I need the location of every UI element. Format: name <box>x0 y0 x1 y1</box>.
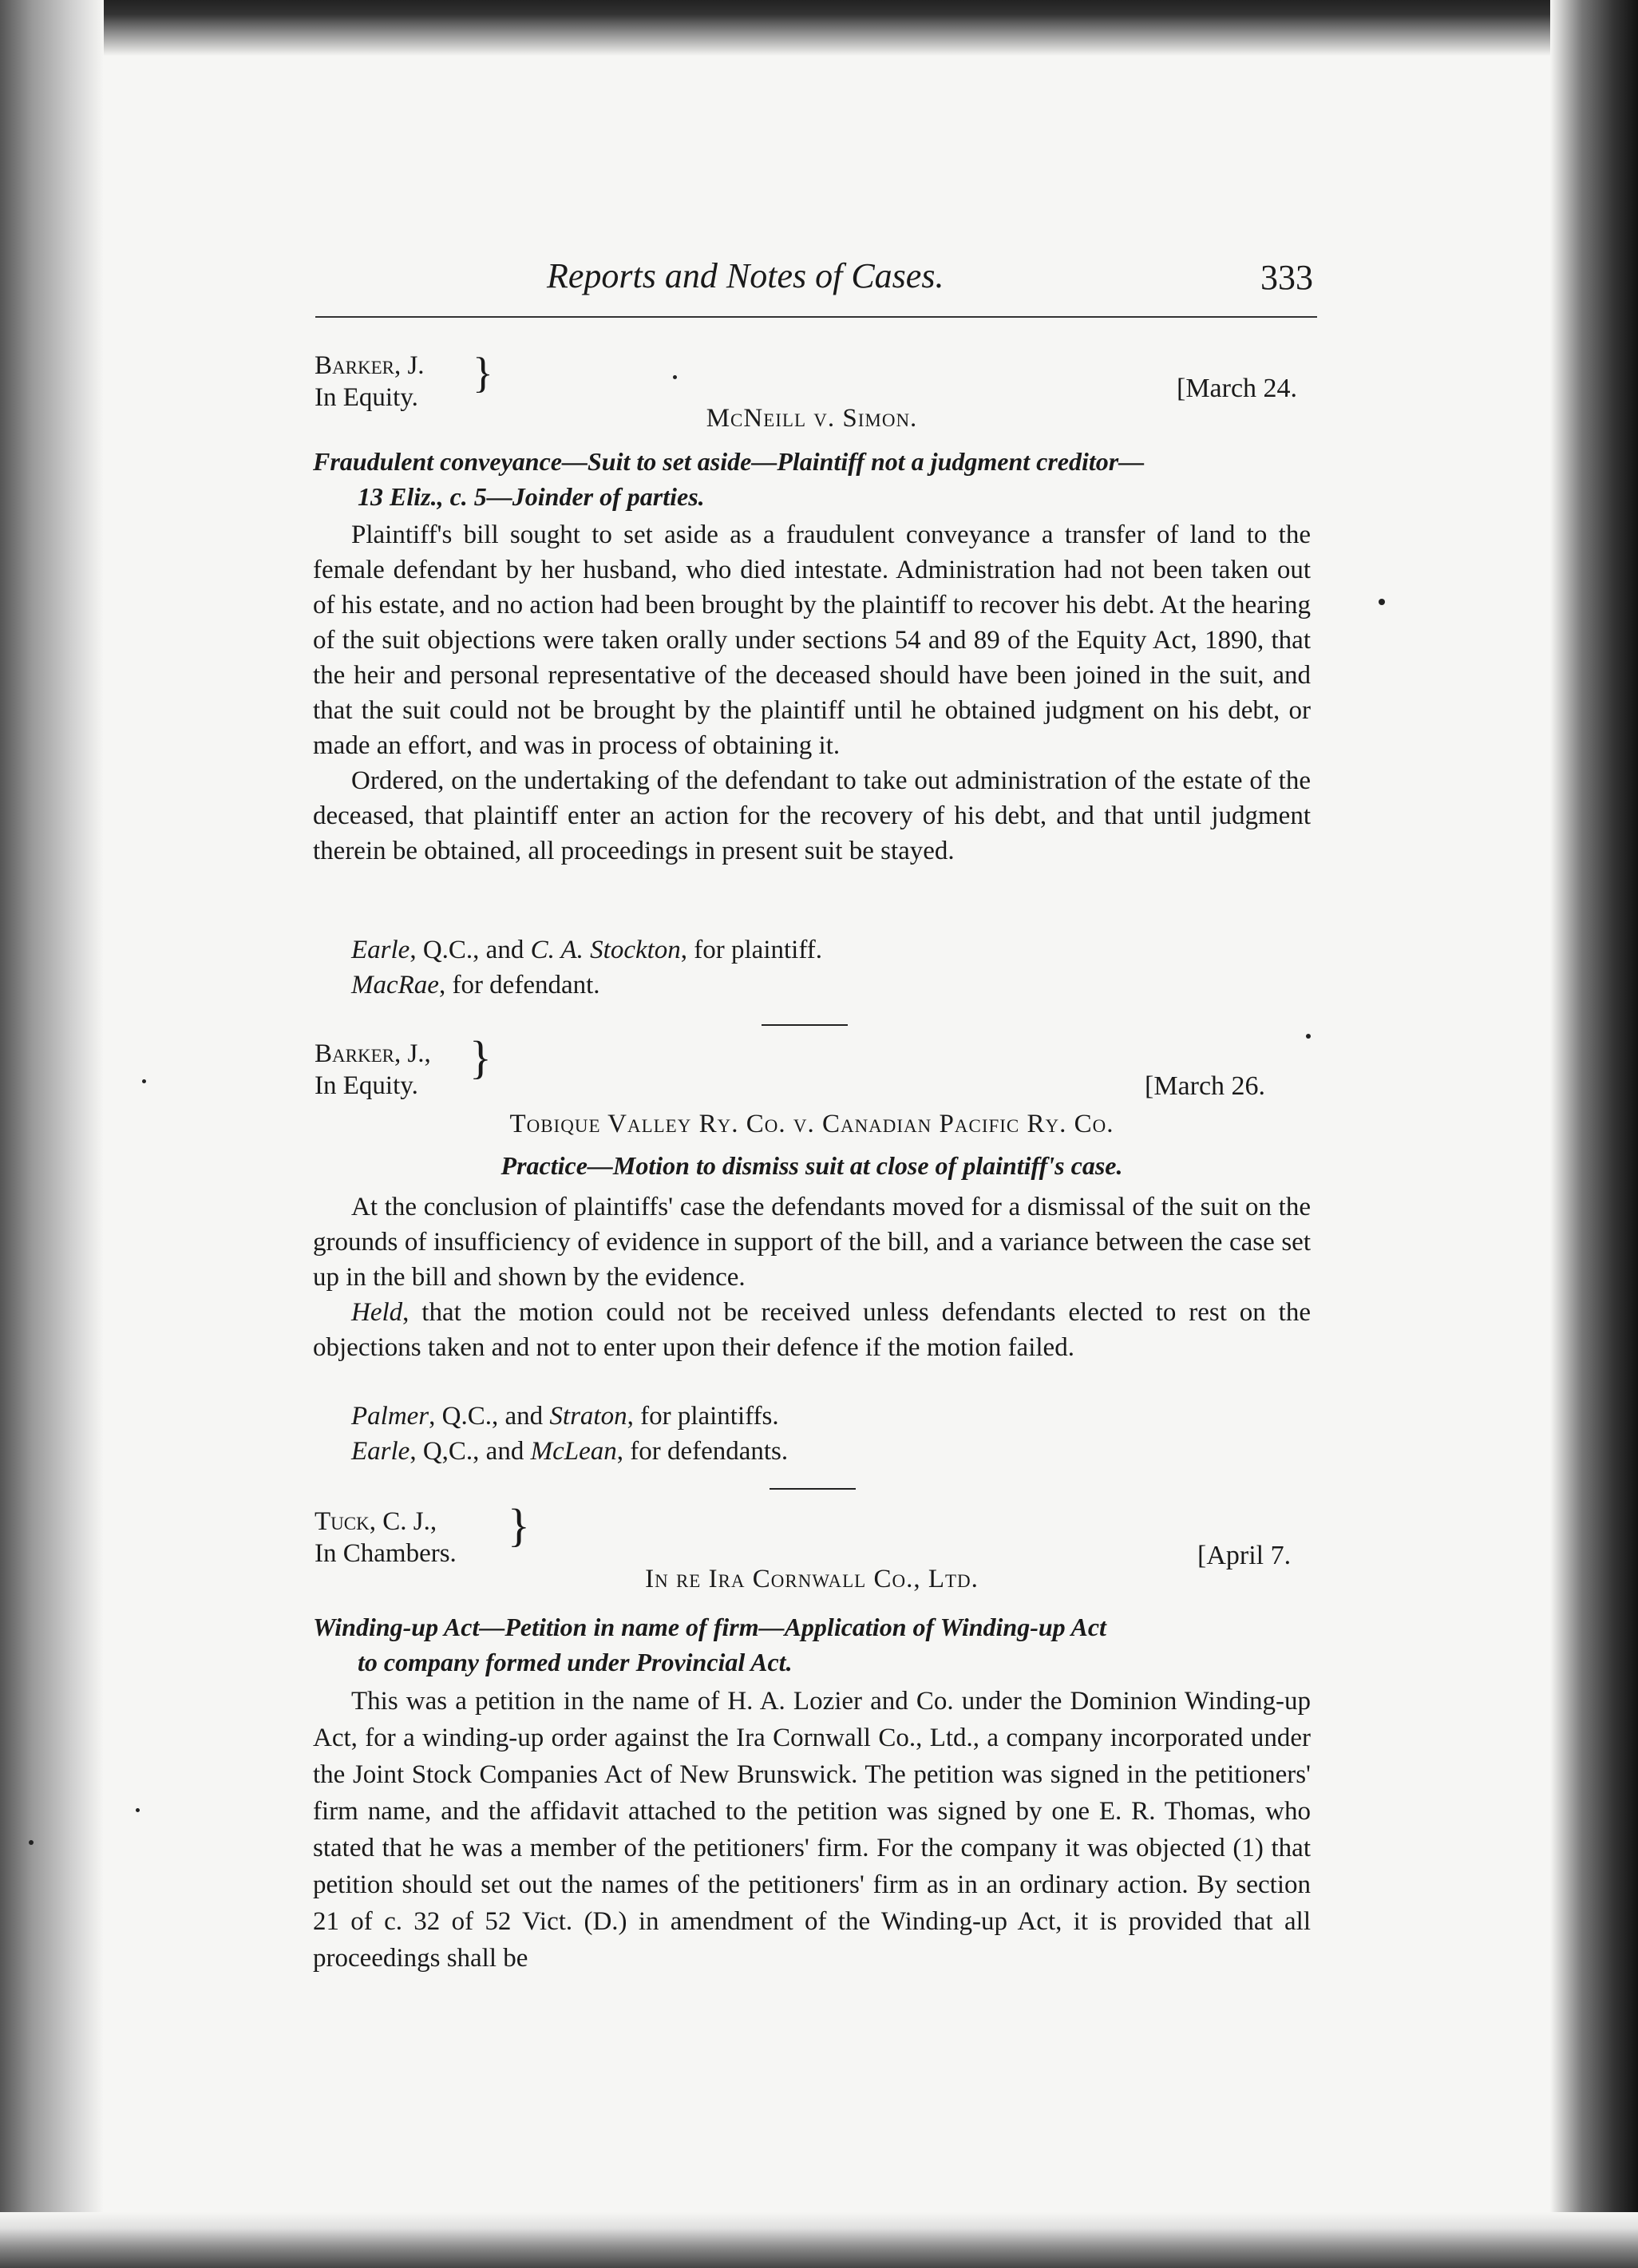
case-1-counsel-defendant <box>351 968 600 1003</box>
case-3-headnote <box>313 1609 1311 1680</box>
case-2-held: Held <box>351 1298 403 1327</box>
margin-mark <box>1379 599 1385 605</box>
case-3-headnote-line1: Winding-up Act—Petition in name of firm—Application of Winding-up Act <box>313 1613 1106 1641</box>
case-1-counsel-text: , for defendant. <box>438 971 600 999</box>
speck <box>673 375 677 379</box>
case-2-counsel-text: , for defendants. <box>616 1437 789 1466</box>
case-2-counsel-text: , Q,C., and <box>410 1437 531 1466</box>
case-2-counsel-name: McLean <box>530 1437 617 1466</box>
case-1-para-1: Plaintiff's bill sought to set aside as a fraudulent conveyance a transfer of land to the female defendant by her husband, who died intestate. Administration had not been taken out of his estate, and no action had been brought by the plaintiff to recover his debt. At the hearing of the suit objections were taken orally under sections 54 and 89 of the Equity Act, 1890, that the heir and personal representative of the deceased should have been joined in the suit, and that the suit could not be brought by the plaintiff until he obtained judgment on his debt, or made an effort, and was in process of obtaining it. <box>313 520 1311 760</box>
case-3-judge <box>315 1506 457 1569</box>
case-separator <box>762 1024 848 1026</box>
case-1-counsel-text: , for plaintiff. <box>680 936 822 964</box>
case-1-court: In Equity. <box>315 383 418 412</box>
case-1-counsel-plaintiff <box>351 932 822 968</box>
case-2-title: Tobique Valley Ry. Co. v. Canadian Pacific Ry. Co. <box>509 1110 1114 1138</box>
case-2-counsel-name: Earle <box>351 1437 410 1466</box>
case-2-counsel-plaintiff <box>351 1399 779 1434</box>
case-2-date: [March 26. <box>1145 1071 1266 1101</box>
case-2-counsel-text: , for plaintiffs. <box>627 1402 779 1431</box>
speck <box>142 1079 146 1083</box>
case-3-court: In Chambers. <box>315 1539 457 1568</box>
case-1-counsel-text: , Q.C., and <box>410 936 531 964</box>
case-1-body <box>313 517 1311 869</box>
case-2-counsel-name: Straton <box>549 1402 627 1431</box>
case-1-para-2: Ordered, on the undertaking of the defendant to take out administration of the estate of the deceased, that plaintiff enter an action for the recovery of his debt, and that until judgment therein be obtained, all proceedings in present suit be stayed. <box>313 766 1311 865</box>
case-2-counsel-name: Palmer <box>351 1402 429 1431</box>
header-rule <box>315 316 1317 318</box>
case-2-brace: } <box>469 1031 492 1083</box>
case-2-counsel-defendant <box>351 1434 788 1469</box>
case-2-court: In Equity. <box>315 1071 418 1100</box>
case-2-para-2 <box>313 1295 1311 1365</box>
speck <box>1306 1034 1311 1039</box>
case-3-date: [April 7. <box>1197 1541 1292 1570</box>
case-3-para-1: This was a petition in the name of H. A. Lozier and Co. under the Dominion Winding-up Act, for a winding-up order against the Ira Cornwall Co., Ltd., a company incorporated under the Joint Stock Companies Act of New Brunswick. The petition was signed in the petitioners' firm name, and the affidavit attached to the petition was signed by one E. R. Thomas, who stated that he was a member of the petitioners' firm. For the company it was objected (1) that petition should set out the names of the petitioners' firm as in an ordinary action. By section 21 of c. 32 of 52 Vict. (D.) in amendment of the Winding-up Act, it is provided that all proceedings shall be <box>313 1687 1311 1973</box>
case-1-brace: } <box>473 349 493 397</box>
case-1-counsel-name: C. A. Stockton <box>530 936 681 964</box>
case-1-date: [March 24. <box>1177 374 1298 403</box>
case-1-counsel-name: MacRae <box>351 971 439 999</box>
running-head <box>315 255 1313 311</box>
case-3-judge-name: Tuck, C. J., <box>315 1507 437 1536</box>
case-1-headnote <box>313 444 1311 514</box>
speck <box>29 1840 34 1845</box>
case-2-headnote: Practice—Motion to dismiss suit at close of plaintiff's case. <box>500 1151 1123 1180</box>
case-1-counsel-name: Earle <box>351 936 410 964</box>
case-3-body <box>313 1683 1311 1977</box>
case-3-title: In re Ira Cornwall Co., Ltd. <box>645 1565 979 1593</box>
case-3-brace: } <box>508 1499 530 1551</box>
case-1-judge-name: Barker, J. <box>315 351 425 380</box>
case-1-headnote-line2: 13 Eliz., c. 5—Joinder of parties. <box>358 482 705 511</box>
case-1-headnote-line1: Fraudulent conveyance—Suit to set aside—Plaintiff not a judgment creditor— <box>313 447 1145 476</box>
case-2-judge <box>315 1038 431 1102</box>
case-2-counsel-text: , Q.C., and <box>429 1402 550 1431</box>
case-2-body <box>313 1189 1311 1365</box>
running-title: Reports and Notes of Cases. <box>547 256 944 295</box>
case-separator <box>770 1488 856 1490</box>
case-2-para-1: At the conclusion of plaintiffs' case the defendants moved for a dismissal of the suit on the grounds of insufficiency of evidence in support of the bill, and a variance between the case set up in the bill and shown by the evidence. <box>313 1193 1311 1292</box>
case-3-headnote-line2: to company formed under Provincial Act. <box>358 1648 793 1676</box>
page-number: 333 <box>1260 258 1313 297</box>
case-1-title: McNeill v. Simon. <box>706 404 918 433</box>
case-2-judge-name: Barker, J., <box>315 1039 431 1068</box>
case-2-para-2-text: , that the motion could not be received unless defendants elected to rest on the objections taken and not to enter upon their defence if the motion failed. <box>313 1298 1311 1362</box>
speck <box>136 1808 140 1812</box>
